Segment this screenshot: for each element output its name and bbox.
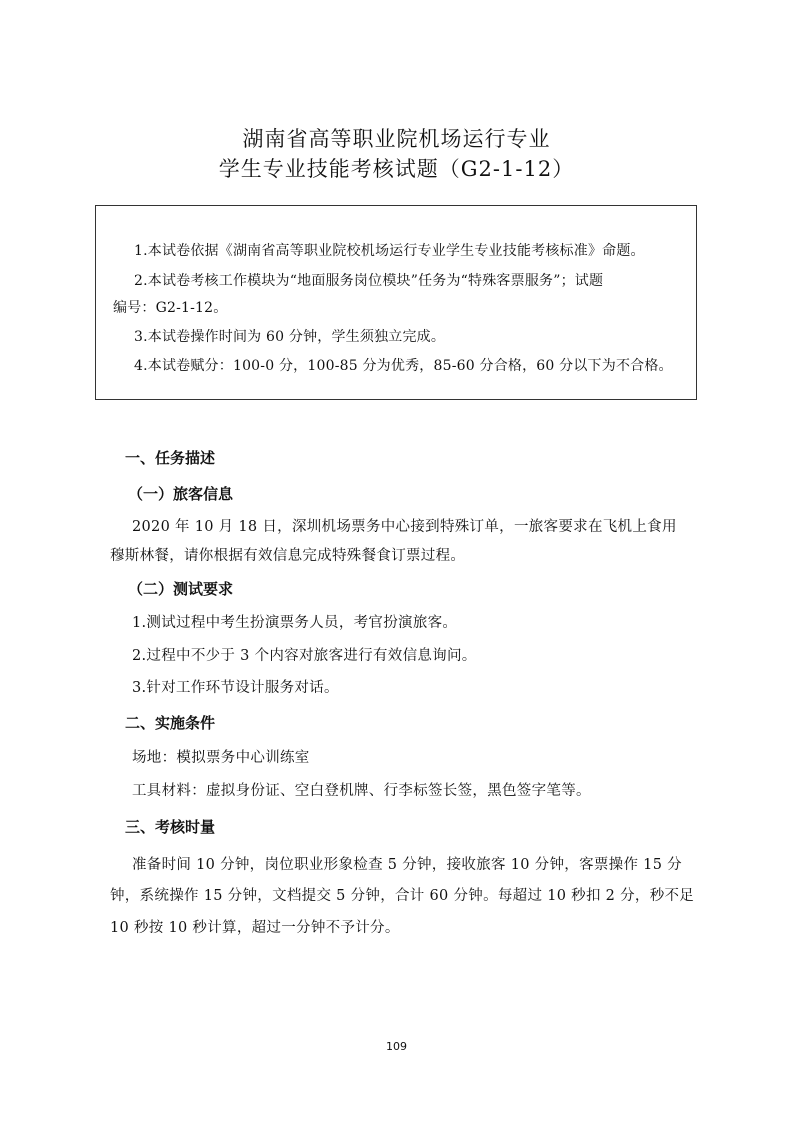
section-heading-task: 一、任务描述 (125, 449, 216, 467)
venue-line: 场地：模拟票务中心训练室 (132, 750, 310, 766)
notice-item-2-cont: 编号：G2-1-12。 (113, 300, 228, 316)
notice-item-3: 3.本试卷操作时间为 60 分钟，学生须独立完成。 (134, 329, 446, 345)
passenger-info-line1: 2020 年 10 月 18 日，深圳机场票务中心接到特殊订单，一旅客要求在飞机上食用 (132, 519, 677, 535)
notice-item-4: 4.本试卷赋分：100-0 分，100-85 分为优秀，85-60 分合格，60 分以下为不合格。 (134, 358, 673, 374)
subsection-heading-test-requirements: （二）测试要求 (128, 580, 234, 598)
requirement-item-3: 3.针对工作环节设计服务对话。 (132, 680, 339, 696)
time-line2: 钟，系统操作 15 分钟，文档提交 5 分钟，合计 60 分钟。每超过 10 秒扣 2 分，秒不足 (110, 888, 695, 904)
section-heading-conditions: 二、实施条件 (125, 714, 216, 732)
time-line3: 10 秒按 10 秒计算，超过一分钟不予计分。 (110, 920, 400, 936)
time-line1: 准备时间 10 分钟，岗位职业形象检查 5 分钟，接收旅客 10 分钟，客票操作 15 分 (132, 857, 682, 873)
document-title-line2: 学生专业技能考核试题（G2-1-12） (218, 157, 575, 181)
tools-line: 工具材料：虚拟身份证、空白登机牌、行李标签长签，黑色签字笔等。 (132, 783, 591, 799)
requirement-item-1: 1.测试过程中考生扮演票务人员，考官扮演旅客。 (132, 615, 458, 631)
notice-item-2: 2.本试卷考核工作模块为“地面服务岗位模块”任务为“特殊客票服务”；试题 (134, 273, 604, 289)
section-heading-time: 三、考核时量 (125, 818, 216, 836)
notice-item-1: 1.本试卷依据《湖南省高等职业院校机场运行专业学生专业技能考核标准》命题。 (134, 243, 645, 259)
passenger-info-line2: 穆斯林餐，请你根据有效信息完成特殊餐食订票过程。 (110, 548, 466, 564)
subsection-heading-passenger-info: （一）旅客信息 (128, 485, 234, 503)
document-title-line1: 湖南省高等职业院机场运行专业 (242, 127, 551, 151)
page-number: 109 (386, 1040, 407, 1053)
requirement-item-2: 2.过程中不少于 3 个内容对旅客进行有效信息询问。 (132, 648, 477, 664)
